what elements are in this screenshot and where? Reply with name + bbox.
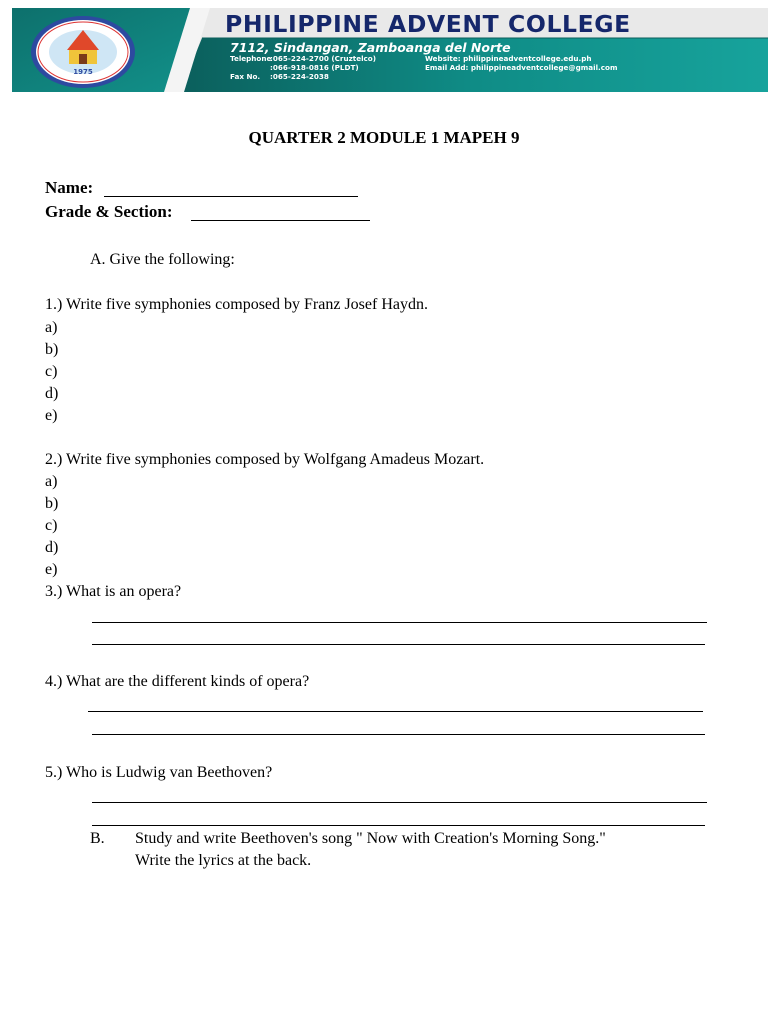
section-a-heading: A. Give the following:	[90, 251, 235, 268]
name-label: Name:	[45, 178, 94, 197]
school-name: PHILIPPINE ADVENT COLLEGE	[225, 10, 631, 38]
college-seal-logo	[29, 14, 137, 90]
telephone-number-1: :065-224-2700 (Cruztelco)	[270, 54, 377, 63]
section-b-instruction-continued: Write the lyrics at the back.	[135, 852, 312, 869]
question-1-item: b)	[45, 341, 59, 358]
question-2-prompt: 2.) Write five symphonies composed by Wolfgang Amadeus Mozart.	[45, 451, 485, 468]
question-4-prompt: 4.) What are the different kinds of opera?	[45, 673, 310, 690]
svg-text:1975: 1975	[73, 68, 93, 76]
answer-line[interactable]	[92, 622, 707, 623]
grade-section-label: Grade & Section:	[45, 202, 173, 221]
question-2-item: d)	[45, 539, 59, 556]
website: Website: philippineadventcollege.edu.ph	[425, 54, 592, 63]
grade-section-blank-line[interactable]	[191, 220, 370, 221]
question-1-item: e)	[45, 407, 58, 424]
question-1-prompt: 1.) Write five symphonies composed by Franz Josef Haydn.	[45, 296, 428, 313]
answer-line[interactable]	[92, 644, 705, 645]
section-b-marker: B.	[90, 830, 105, 847]
document-title: QUARTER 2 MODULE 1 MAPEH 9	[248, 128, 520, 147]
fax-number: :065-224-2038	[270, 72, 329, 81]
answer-line[interactable]	[92, 825, 705, 826]
question-2-item: a)	[45, 473, 58, 490]
question-2-item: c)	[45, 517, 58, 534]
telephone-number-2: :066-918-0816 (PLDT)	[270, 63, 359, 72]
fax-label: Fax No.	[230, 72, 261, 81]
question-2-item: e)	[45, 561, 58, 578]
question-1-item: c)	[45, 363, 58, 380]
question-1-item: d)	[45, 385, 59, 402]
question-1-item: a)	[45, 319, 58, 336]
school-address: 7112, Sindangan, Zamboanga del Norte	[230, 40, 511, 55]
email: Email Add: philippineadventcollege@gmail.com	[425, 63, 618, 72]
answer-line[interactable]	[88, 711, 703, 712]
answer-line[interactable]	[92, 734, 705, 735]
telephone-label: Telephone	[230, 54, 272, 63]
question-3-prompt: 3.) What is an opera?	[45, 583, 182, 600]
header-banner	[12, 8, 768, 92]
question-5-prompt: 5.) Who is Ludwig van Beethoven?	[45, 764, 273, 781]
answer-line[interactable]	[92, 802, 707, 803]
name-blank-line[interactable]	[104, 196, 358, 197]
section-b-instruction: Study and write Beethoven's song " Now with Creation's Morning Song."	[135, 830, 606, 847]
question-2-item: b)	[45, 495, 59, 512]
